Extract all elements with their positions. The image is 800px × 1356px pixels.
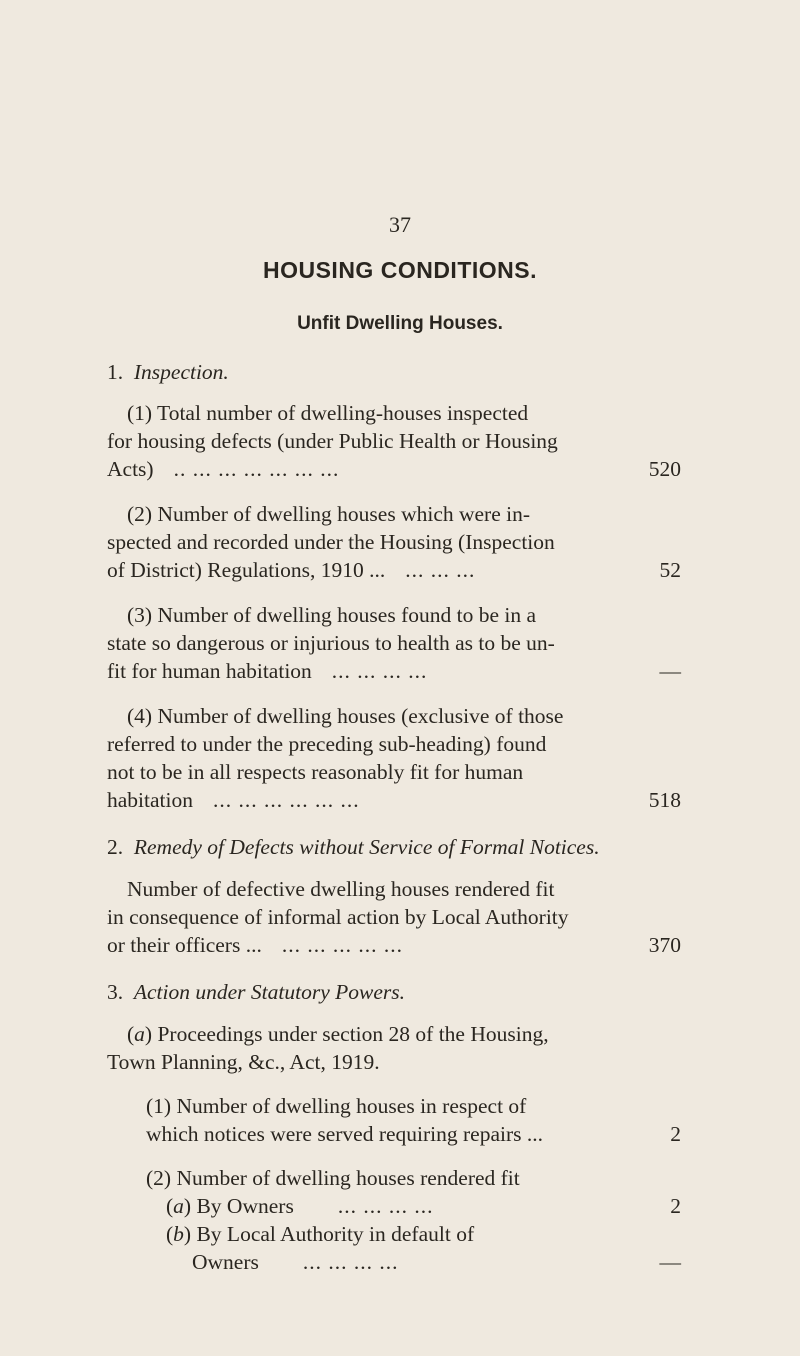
s3-item2-sub-b-lead: Owners (192, 1250, 259, 1274)
s1-item1-total-row (107, 459, 681, 481)
s1-item2-dots: ... ... ... (405, 560, 476, 582)
s1-item4-value: 518 (648, 788, 681, 812)
s1-item4-line1: (4) Number of dwelling houses (exclusive of those (127, 704, 564, 728)
s3-item2-sub-a-label: a (173, 1194, 184, 1218)
page-number: 37 (389, 212, 411, 237)
s3-item2-sub-a-text: By Owners (196, 1194, 294, 1218)
s1-item3-total-row (107, 661, 681, 683)
s3-item2-sub-b-row (192, 1252, 681, 1274)
s3-item2-sub-b-dots: ... ... ... ... (302, 1252, 399, 1274)
s1-item3-line2: state so dangerous or injurious to health as to be un- (107, 631, 555, 655)
section-3-number: 3. (107, 980, 124, 1004)
section-2-title: Remedy of Defects without Service of Formal Notices. (133, 835, 600, 859)
s3-item1-total-row (146, 1124, 681, 1146)
page-subtitle: Unfit Dwelling Houses. (297, 313, 503, 334)
section-1-number: 1. (107, 360, 124, 384)
s3-part-a-label: a (134, 1022, 145, 1046)
s3-item1-lead: which notices were served requiring repairs ... (146, 1122, 544, 1146)
s3-part-a-line1: (a) Proceedings under section 28 of the Housing, (127, 1022, 549, 1046)
s3-item2-sub-a-dots: ... ... ... ... (337, 1196, 434, 1218)
section-3-title: Action under Statutory Powers. (133, 980, 405, 1004)
s2-line1: Number of defective dwelling houses rendered fit (127, 877, 555, 901)
section-2-number: 2. (107, 835, 124, 859)
s1-item2-lead: of District) Regulations, 1910 ... (107, 558, 386, 582)
s1-item1-dots: .. ... ... ... ... ... ... (173, 459, 340, 481)
s1-item3-line1: (3) Number of dwelling houses found to be in a (127, 603, 537, 627)
s1-item1-line1: (1) Total number of dwelling-houses inspected (127, 401, 529, 425)
s2-line2: in consequence of informal action by Local Authority (107, 905, 569, 929)
s1-item4-total-row (107, 790, 681, 812)
section-1-heading (107, 362, 229, 384)
s3-item2-sub-a-value: 2 (670, 1194, 681, 1218)
s1-item3-value: — (659, 659, 681, 683)
s1-item3-lead: fit for human habitation (107, 659, 312, 683)
s3-item2-sub-b-line1: (b) By Local Authority in default of (166, 1222, 475, 1246)
s3-part-a-text: Proceedings under section 28 of the Housing, (157, 1022, 549, 1046)
s3-item2-sub-b-label: b (173, 1222, 184, 1246)
s1-item4-line3: not to be in all respects reasonably fit for human (107, 760, 524, 784)
s1-item2-line1: (2) Number of dwelling houses which were in- (127, 502, 531, 526)
s1-item4-line2: referred to under the preceding sub-heading) found (107, 732, 547, 756)
s1-item2-value: 52 (659, 558, 681, 582)
section-1-title: Inspection. (133, 360, 229, 384)
s1-item4-lead: habitation (107, 788, 193, 812)
s2-value: 370 (648, 933, 681, 957)
s1-item1-line2: for housing defects (under Public Health or Housing (107, 429, 558, 453)
s3-item2-sub-a-row (166, 1196, 681, 1218)
s1-item2-total-row (107, 560, 681, 582)
s3-item2-line1: (2) Number of dwelling houses rendered fit (146, 1166, 520, 1190)
section-3-heading (107, 982, 405, 1004)
s1-item3-dots: ... ... ... ... (331, 661, 428, 683)
s3-item1-value: 2 (670, 1122, 681, 1146)
s1-item1-lead: Acts) (107, 457, 154, 481)
s3-item2-sub-a: (a) By Owners (166, 1194, 294, 1218)
s3-item2-sub-b-value: — (659, 1250, 681, 1274)
page-title: HOUSING CONDITIONS. (262, 257, 537, 283)
s2-lead: or their officers ... (107, 933, 262, 957)
s2-total-row (107, 935, 681, 957)
s2-dots: ... ... ... ... ... (281, 935, 403, 957)
s1-item2-line2: spected and recorded under the Housing (Inspection (107, 530, 555, 554)
s1-item4-dots: ... ... ... ... ... ... (212, 790, 360, 812)
s1-item1-value: 520 (648, 457, 681, 481)
s3-part-a-line2: Town Planning, &c., Act, 1919. (107, 1050, 380, 1074)
s3-item2-sub-b-text: By Local Authority in default of (196, 1222, 475, 1246)
section-2-heading (107, 837, 600, 859)
s3-item1-line1: (1) Number of dwelling houses in respect of (146, 1094, 527, 1118)
